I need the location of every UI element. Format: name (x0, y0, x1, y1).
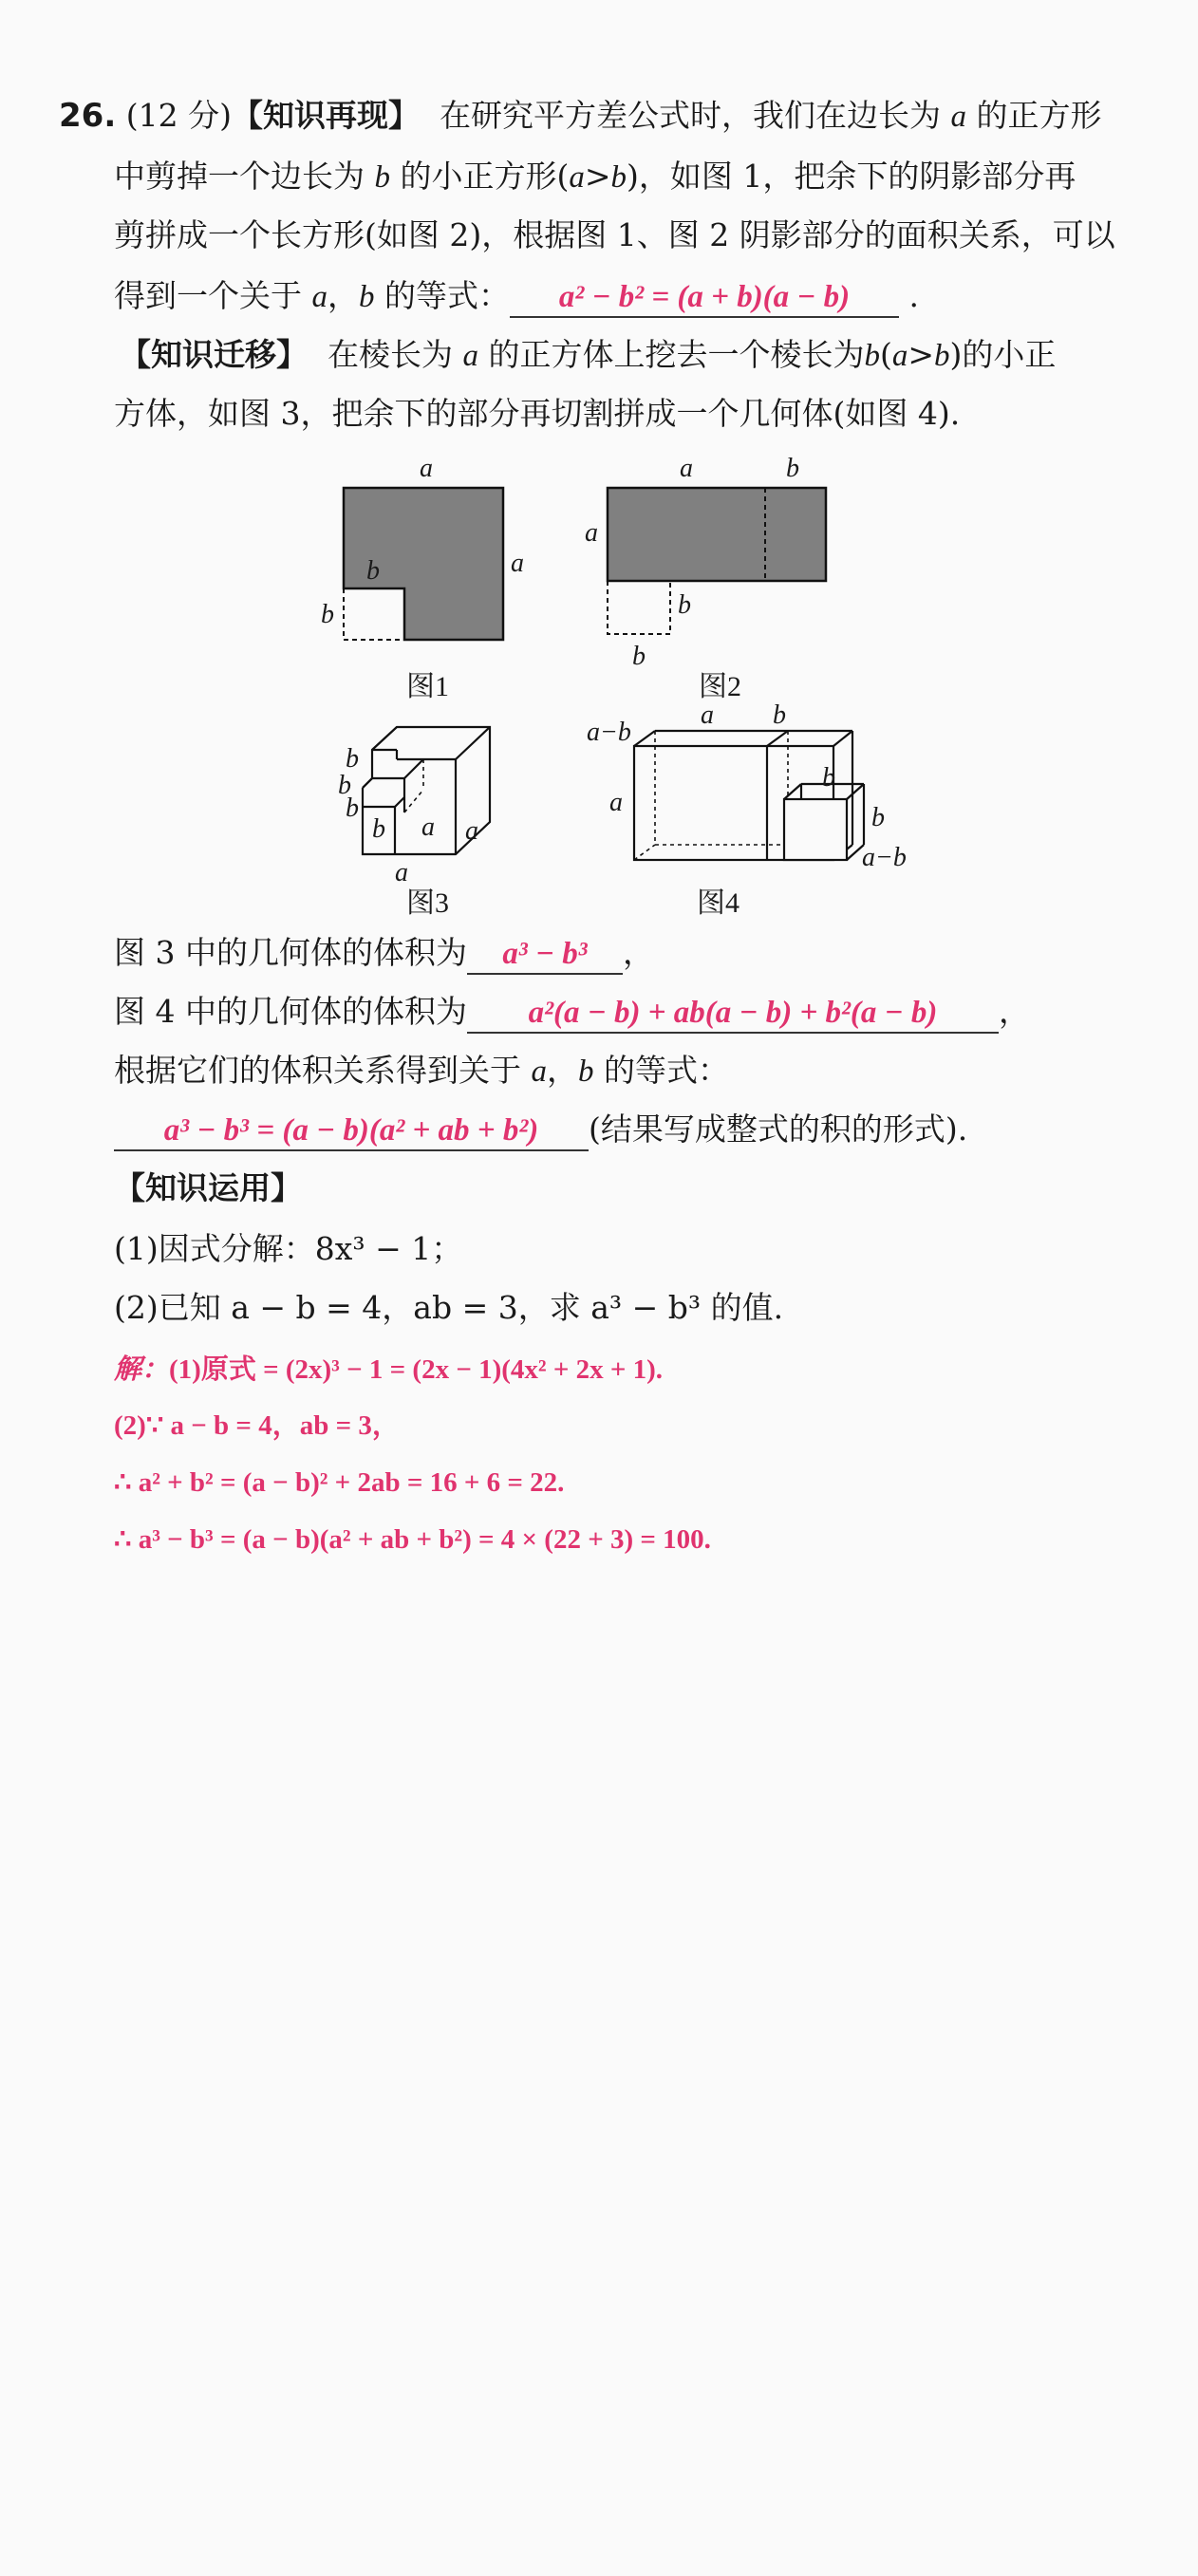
answer-blank-3[interactable]: a²(a − b) + ab(a − b) + b²(a − b) (467, 994, 999, 1034)
svg-text:a−b: a−b (587, 718, 631, 747)
subquestion-1: (1)因式分解：8x³ − 1； (114, 1230, 463, 1267)
volume-fig3-text: 图 3 中的几何体的体积为 (114, 934, 467, 971)
svg-text:a: a (395, 858, 408, 887)
question-score: (12 分) (125, 97, 232, 134)
svg-text:b: b (632, 642, 646, 671)
transfer-text-1b: 的正方体上挖去一个棱长为 (488, 336, 865, 373)
svg-text:b: b (346, 793, 359, 823)
subquestion-2: (2)已知 a − b = 4，ab = 3，求 a³ − b³ 的值. (114, 1289, 784, 1326)
svg-text:b: b (346, 744, 359, 774)
figure-1-caption: 图1 (406, 671, 449, 702)
answer-blank-4[interactable]: a³ − b³ = (a − b)(a² + ab + b²) (114, 1111, 589, 1151)
solution-line-3: ∴ a² + b² = (a − b)² + 2ab = 16 + 6 = 22. (114, 1467, 565, 1498)
question-line-1 (59, 95, 1101, 138)
var-b: b (374, 160, 390, 195)
svg-text:b: b (822, 763, 835, 793)
var-b-rel: b (578, 1055, 594, 1089)
svg-text:b: b (372, 814, 385, 844)
intro-text-1a: 在研究平方差公式时，我们在边长为 (439, 97, 941, 134)
tag-knowledge-reappear: 【知识再现】 (231, 97, 420, 134)
solution-line-2: (2)∵ a − b = 4，ab = 3， (114, 1410, 400, 1441)
cond-a-t: a (891, 339, 908, 373)
intro-text-3: 剪拼成一个长方形(如图 2)，根据图 1、图 2 阴影部分的面积关系，可以 (114, 216, 1115, 253)
svg-text:a: a (585, 518, 598, 548)
svg-text:a: a (609, 788, 623, 817)
intro-text-2b: 的小正方形( (400, 158, 570, 195)
volume-fig4-text: 图 4 中的几何体的体积为 (114, 993, 467, 1030)
var-ab: a (311, 280, 328, 314)
intro-text-2a: 中剪掉一个边长为 (114, 158, 365, 195)
question-number: 26. (59, 97, 117, 135)
volume-fig3-line: 图 3 中的几何体的体积为 a³ − b³ ， (114, 932, 654, 975)
figure-4-diagram (581, 702, 923, 892)
svg-text:a: a (465, 816, 478, 846)
svg-text:b: b (871, 803, 885, 832)
var-a: a (950, 100, 966, 134)
cond-b-t: b (934, 339, 950, 373)
figure-3-caption: 图3 (406, 887, 449, 919)
svg-text:b: b (678, 590, 691, 620)
intro-text-4: 得到一个关于 (114, 277, 302, 314)
solution-line-4: ∴ a³ − b³ = (a − b)(a² + ab + b²) = 4 × (22 + 3) = 100. (114, 1524, 711, 1555)
svg-text:a: a (680, 454, 693, 483)
svg-text:b: b (338, 771, 351, 800)
svg-text:b: b (786, 454, 799, 483)
relation-line: 根据它们的体积关系得到关于 a，b 的等式： (114, 1052, 729, 1089)
apply-heading-line (114, 1167, 302, 1209)
var-ab-2: b (359, 280, 375, 314)
condition: a (569, 160, 585, 195)
transfer-line-2 (114, 393, 960, 435)
question-line-4: 得到一个关于 a，b 的等式： a² − b² = (a + b)(a − b) . (114, 275, 919, 318)
svg-text:a: a (420, 454, 433, 483)
intro-text-1b: 的正方形 (976, 97, 1102, 134)
figure-2-diagram (579, 454, 854, 681)
svg-text:b: b (366, 556, 380, 586)
tag-knowledge-apply: 【知识运用】 (114, 1169, 302, 1206)
question-line-3 (114, 215, 1115, 256)
relation-text: 根据它们的体积关系得到关于 (114, 1052, 521, 1089)
figure-3-diagram (313, 721, 522, 902)
volume-fig4-line: 图 4 中的几何体的体积为 a²(a − b) + ab(a − b) + b²(a − b) ， (114, 991, 1030, 1034)
solution-text-1: (1)原式 = (2x)³ − 1 = (2x − 1)(4x² + 2x + 1). (169, 1354, 664, 1385)
var-a-t: a (462, 339, 478, 373)
condition-b: b (610, 160, 627, 195)
figure-4-caption: 图4 (697, 887, 739, 919)
relation-note: (结果写成整式的积的形式). (589, 1111, 968, 1148)
tag-knowledge-transfer: 【知识迁移】 (120, 336, 308, 373)
solution-label: 解： (114, 1353, 170, 1385)
svg-text:a: a (421, 812, 435, 842)
svg-text:a: a (701, 702, 714, 730)
intro-text-2c: )，如图 1，把余下的阴影部分再 (627, 158, 1076, 195)
svg-text:b: b (321, 600, 334, 629)
question-line-2: 中剪掉一个边长为 b 的小正方形(a>b)，如图 1，把余下的阴影部分再 (114, 158, 1076, 195)
transfer-text-1c: 的小正 (962, 336, 1057, 373)
intro-text-4b: 的等式： (384, 277, 510, 314)
solution-line-1 (114, 1350, 663, 1389)
var-a-rel: a (531, 1055, 547, 1089)
svg-text:b: b (773, 702, 786, 730)
answer-blank-1[interactable]: a² − b² = (a + b)(a − b) (510, 278, 899, 318)
answer-blank-2[interactable]: a³ − b³ (467, 935, 623, 975)
transfer-text-2: 方体，如图 3，把余下的部分再切割拼成一个几何体(如图 4). (114, 395, 961, 432)
svg-text:a: a (511, 549, 524, 578)
transfer-text-1a: 在棱长为 (327, 336, 453, 373)
relation-answer-line (114, 1109, 967, 1151)
transfer-line-1: 【知识迁移】 在棱长为 a 的正方体上挖去一个棱长为b(a>b)的小正 (120, 336, 1057, 373)
svg-text:a−b: a−b (862, 843, 907, 872)
var-b-t: b (864, 339, 880, 373)
figure-2-caption: 图2 (699, 671, 741, 702)
